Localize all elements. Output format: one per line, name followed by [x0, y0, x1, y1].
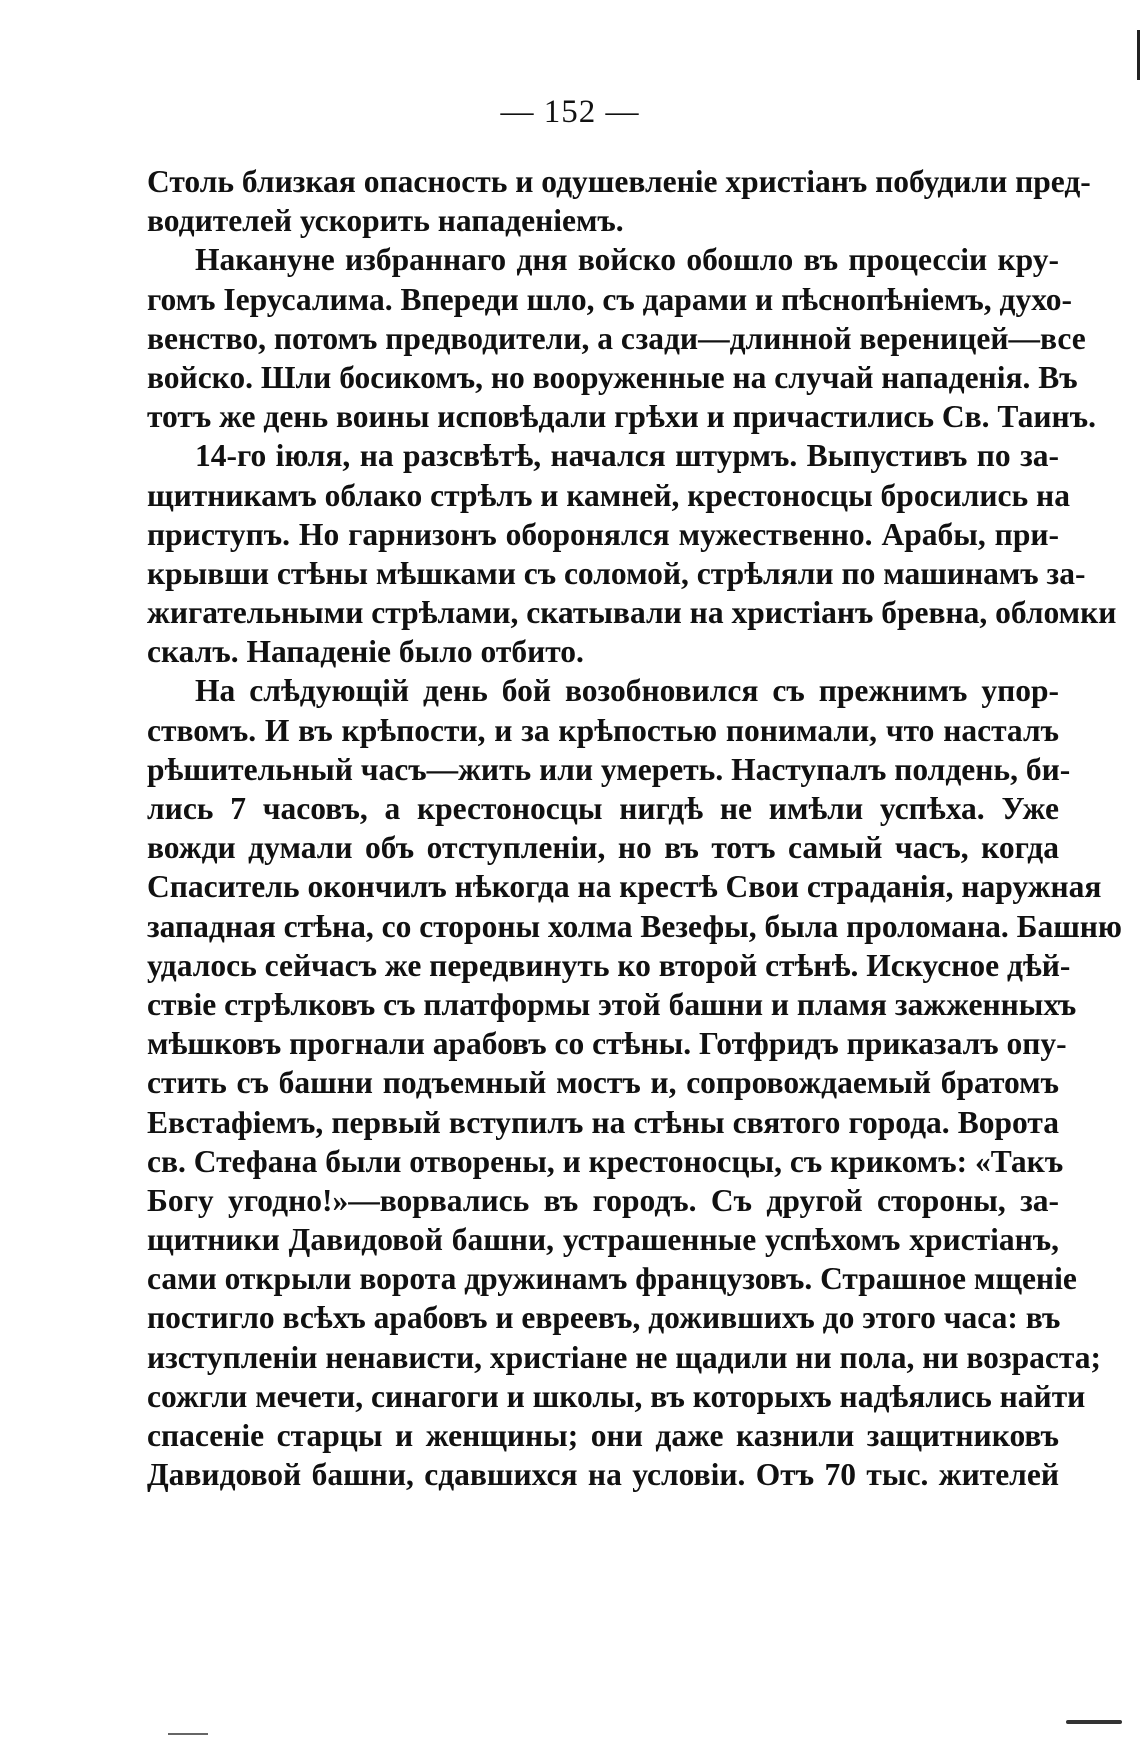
page-number: — 152 — — [500, 94, 640, 130]
text-line: Давидовой башни, сдавшихся на условіи. Отъ 70 тыс. жителей — [147, 1457, 1059, 1493]
text-line: приступъ. Но гарнизонъ оборонялся мужественно. Арабы, при- — [147, 516, 1059, 552]
text-line: западная стѣна, со стороны холма Везефы, была проломана. Башню — [147, 908, 1123, 944]
text-line: спасеніе старцы и женщины; они даже казнили защитниковъ — [147, 1418, 1059, 1453]
text-line: рѣшительный часъ—жить или умереть. Наступалъ полдень, би- — [147, 751, 1071, 787]
text-line: Столь близкая опасность и одушевленіе христіанъ побудили пред- — [147, 164, 1091, 199]
text-line: изступленіи ненависти, христіане не щадили ни пола, ни возраста; — [147, 1339, 1101, 1375]
text-line: мѣшковъ прогнали арабовъ со стѣны. Готфридъ приказалъ опу- — [147, 1026, 1067, 1062]
text-line: Евстафіемъ, первый вступилъ на стѣны святого города. Ворота — [147, 1104, 1059, 1140]
bottom-smudge-right — [1066, 1720, 1122, 1724]
text-line: щитникамъ облако стрѣлъ и камней, крестоносцы бросились на — [147, 477, 1070, 513]
text-line: удалось сейчасъ же передвинуть ко второй стѣнѣ. Искусное дѣй- — [147, 947, 1071, 983]
text-line: стить съ башни подъемный мостъ и, сопровождаемый братомъ — [147, 1065, 1059, 1101]
text-line: сожгли мечети, синагоги и школы, въ которыхъ надѣялись найти — [147, 1378, 1086, 1414]
text-line: водителей ускорить нападеніемъ. — [147, 203, 624, 239]
text-line: венство, потомъ предводители, а сзади—длинной вереницей—все — [147, 320, 1086, 356]
text-line: На слѣдующій день бой возобновился съ прежнимъ упор- — [195, 673, 1059, 709]
text-line: 14-го іюля, на разсвѣтѣ, начался штурмъ. Выпустивъ по за- — [195, 438, 1059, 474]
body-text — [147, 162, 1123, 1494]
text-line: сами открыли ворота дружинамъ французовъ. Страшное мщеніе — [147, 1261, 1077, 1297]
text-line: св. Стефана были отворены, и крестоносцы, съ крикомъ: «Такъ — [147, 1143, 1064, 1179]
text-line: крывши стѣны мѣшками съ соломой, стрѣляли по машинамъ за- — [147, 555, 1086, 591]
text-line: вожди думали объ отступленіи, но въ тотъ самый часъ, когда — [147, 830, 1059, 866]
text-line: тотъ же день воины исповѣдали грѣхи и причастились Св. Таинъ. — [147, 399, 1096, 435]
text-line: ствіе стрѣлковъ съ платформы этой башни и пламя зажженныхъ — [147, 986, 1077, 1022]
text-line: Накануне избраннаго дня войско обошло въ процессіи кру- — [195, 242, 1059, 278]
text-line: Спаситель окончилъ нѣкогда на крестѣ Свои страданія, наружная — [147, 869, 1102, 905]
text-line: Богу угодно!»—ворвались въ городъ. Съ другой стороны, за- — [147, 1182, 1059, 1218]
text-line: ствомъ. И въ крѣпости, и за крѣпостью понимали, что насталъ — [147, 712, 1059, 748]
text-line: скалъ. Нападеніе было отбито. — [147, 634, 584, 670]
text-line: войско. Шли босикомъ, но вооруженные на случай нападенія. Въ — [147, 359, 1078, 395]
text-line: щитники Давидовой башни, устрашенные успѣхомъ христіанъ, — [147, 1222, 1059, 1258]
text-line: гомъ Іерусалима. Впереди шло, съ дарами и пѣснопѣніемъ, духо- — [147, 281, 1072, 317]
text-line: жигательными стрѣлами, скатывали на христіанъ бревна, обломки — [147, 595, 1117, 631]
text-line: постигло всѣхъ арабовъ и евреевъ, дожившихъ до этого часа: въ — [147, 1300, 1061, 1336]
bottom-smudge-left — [168, 1733, 208, 1735]
text-line: лись 7 часовъ, а крестоносцы нигдѣ не имѣли успѣха. Уже — [147, 791, 1059, 826]
